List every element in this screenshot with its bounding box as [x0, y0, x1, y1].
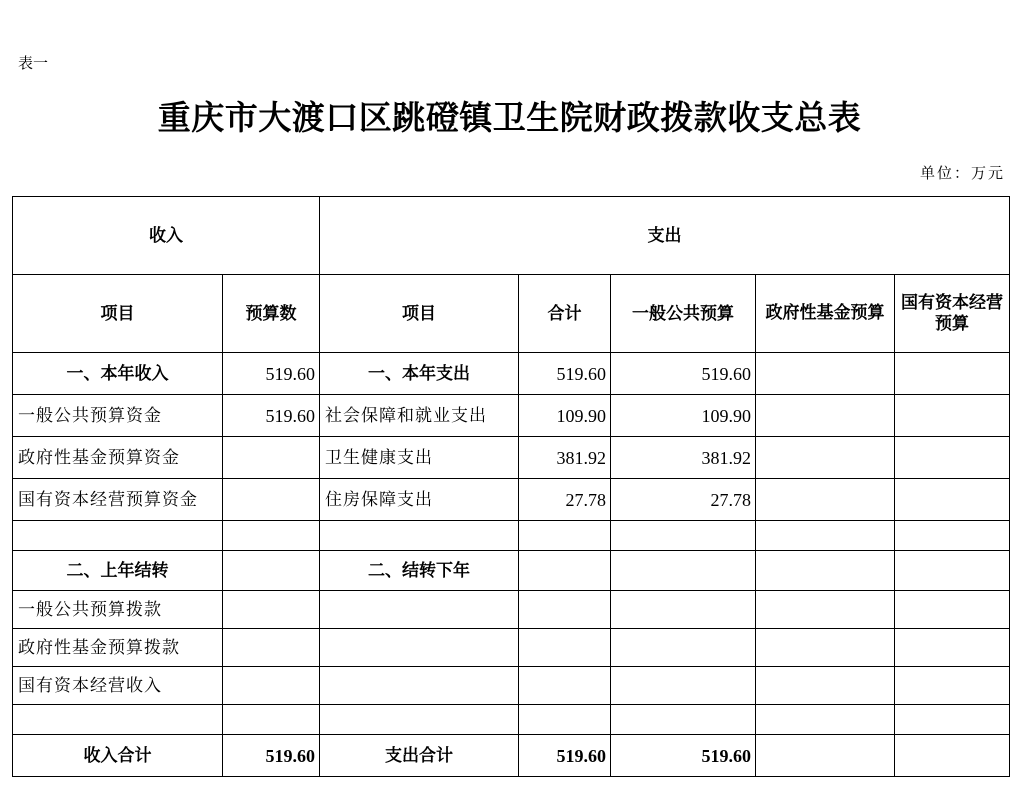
budget-table — [12, 196, 1010, 777]
income-budget-cell — [223, 551, 320, 591]
gov-fund-cell — [756, 705, 895, 735]
unit-label: 单位：万元 — [919, 164, 1005, 182]
expense-item-cell — [320, 667, 519, 705]
total-cell — [519, 629, 611, 667]
total-cell — [519, 591, 611, 629]
income-item-cell: 一般公共预算拨款 — [13, 591, 223, 629]
expense-item-cell — [320, 705, 519, 735]
total-cell — [519, 705, 611, 735]
total-header: 合计 — [519, 275, 611, 353]
general-budget-cell: 27.78 — [611, 479, 756, 521]
table-row — [13, 395, 1010, 437]
income-budget-cell — [223, 437, 320, 479]
income-item-cell: 国有资本经营预算资金 — [13, 479, 223, 521]
gov-fund-cell — [756, 521, 895, 551]
table-row — [13, 551, 1010, 591]
gov-fund-cell — [756, 395, 895, 437]
table-row — [13, 667, 1010, 705]
expense-item-cell: 二、结转下年 — [320, 551, 519, 591]
total-cell — [519, 521, 611, 551]
income-budget-cell — [223, 629, 320, 667]
income-item-header: 项目 — [13, 275, 223, 353]
state-capital-cell — [895, 395, 1010, 437]
expense-item-cell — [320, 591, 519, 629]
expense-item-cell — [320, 629, 519, 667]
table-label: 表一 — [18, 54, 49, 72]
income-item-cell: 一、本年收入 — [13, 353, 223, 395]
expense-item-cell: 卫生健康支出 — [320, 437, 519, 479]
table-row — [13, 629, 1010, 667]
table-row — [13, 479, 1010, 521]
total-cell — [519, 551, 611, 591]
gov-fund-cell — [756, 735, 895, 777]
gov-fund-cell — [756, 667, 895, 705]
income-budget-cell — [223, 591, 320, 629]
state-capital-cell — [895, 437, 1010, 479]
gov-fund-cell — [756, 353, 895, 395]
general-budget-cell: 109.90 — [611, 395, 756, 437]
income-item-cell: 二、上年结转 — [13, 551, 223, 591]
table-row — [13, 735, 1010, 777]
total-cell: 109.90 — [519, 395, 611, 437]
general-budget-cell: 519.60 — [611, 353, 756, 395]
table-row — [13, 705, 1010, 735]
income-item-cell — [13, 705, 223, 735]
income-item-cell: 国有资本经营收入 — [13, 667, 223, 705]
income-item-cell: 收入合计 — [13, 735, 223, 777]
general-budget-cell — [611, 521, 756, 551]
general-budget-cell: 519.60 — [611, 735, 756, 777]
expense-header: 支出 — [320, 197, 1010, 275]
state-capital-cell — [895, 521, 1010, 551]
income-item-cell: 一般公共预算资金 — [13, 395, 223, 437]
state-capital-cell — [895, 667, 1010, 705]
state-capital-cell — [895, 353, 1010, 395]
state-capital-cell — [895, 705, 1010, 735]
general-budget-cell — [611, 705, 756, 735]
income-budget-header: 预算数 — [223, 275, 320, 353]
income-item-cell — [13, 521, 223, 551]
income-item-cell: 政府性基金预算资金 — [13, 437, 223, 479]
general-budget-cell — [611, 667, 756, 705]
table-row — [13, 353, 1010, 395]
total-cell: 381.92 — [519, 437, 611, 479]
state-capital-cell — [895, 629, 1010, 667]
table-row — [13, 437, 1010, 479]
general-budget-cell: 381.92 — [611, 437, 756, 479]
state-capital-cell — [895, 551, 1010, 591]
table-row — [13, 521, 1010, 551]
state-capital-cell — [895, 591, 1010, 629]
general-budget-cell — [611, 551, 756, 591]
income-budget-cell — [223, 479, 320, 521]
total-cell: 519.60 — [519, 353, 611, 395]
income-header: 收入 — [13, 197, 320, 275]
income-budget-cell — [223, 521, 320, 551]
general-budget-cell — [611, 591, 756, 629]
expense-item-cell: 社会保障和就业支出 — [320, 395, 519, 437]
gov-fund-header: 政府性基金预算 — [756, 275, 895, 353]
state-capital-cell — [895, 479, 1010, 521]
income-budget-cell — [223, 667, 320, 705]
gov-fund-cell — [756, 437, 895, 479]
total-cell: 519.60 — [519, 735, 611, 777]
gov-fund-cell — [756, 479, 895, 521]
gov-fund-cell — [756, 551, 895, 591]
expense-item-cell: 住房保障支出 — [320, 479, 519, 521]
total-cell: 27.78 — [519, 479, 611, 521]
page-title: 重庆市大渡口区跳磴镇卫生院财政拨款收支总表 — [157, 98, 862, 137]
income-item-cell: 政府性基金预算拨款 — [13, 629, 223, 667]
income-budget-cell: 519.60 — [223, 735, 320, 777]
income-budget-cell: 519.60 — [223, 395, 320, 437]
general-budget-header: 一般公共预算 — [611, 275, 756, 353]
income-budget-cell — [223, 705, 320, 735]
total-cell — [519, 667, 611, 705]
general-budget-cell — [611, 629, 756, 667]
state-capital-header: 国有资本经营预算 — [895, 275, 1010, 353]
gov-fund-cell — [756, 629, 895, 667]
income-budget-cell: 519.60 — [223, 353, 320, 395]
expense-item-cell — [320, 521, 519, 551]
expense-item-cell: 支出合计 — [320, 735, 519, 777]
expense-item-cell: 一、本年支出 — [320, 353, 519, 395]
expense-item-header: 项目 — [320, 275, 519, 353]
table-row — [13, 591, 1010, 629]
state-capital-cell — [895, 735, 1010, 777]
gov-fund-cell — [756, 591, 895, 629]
